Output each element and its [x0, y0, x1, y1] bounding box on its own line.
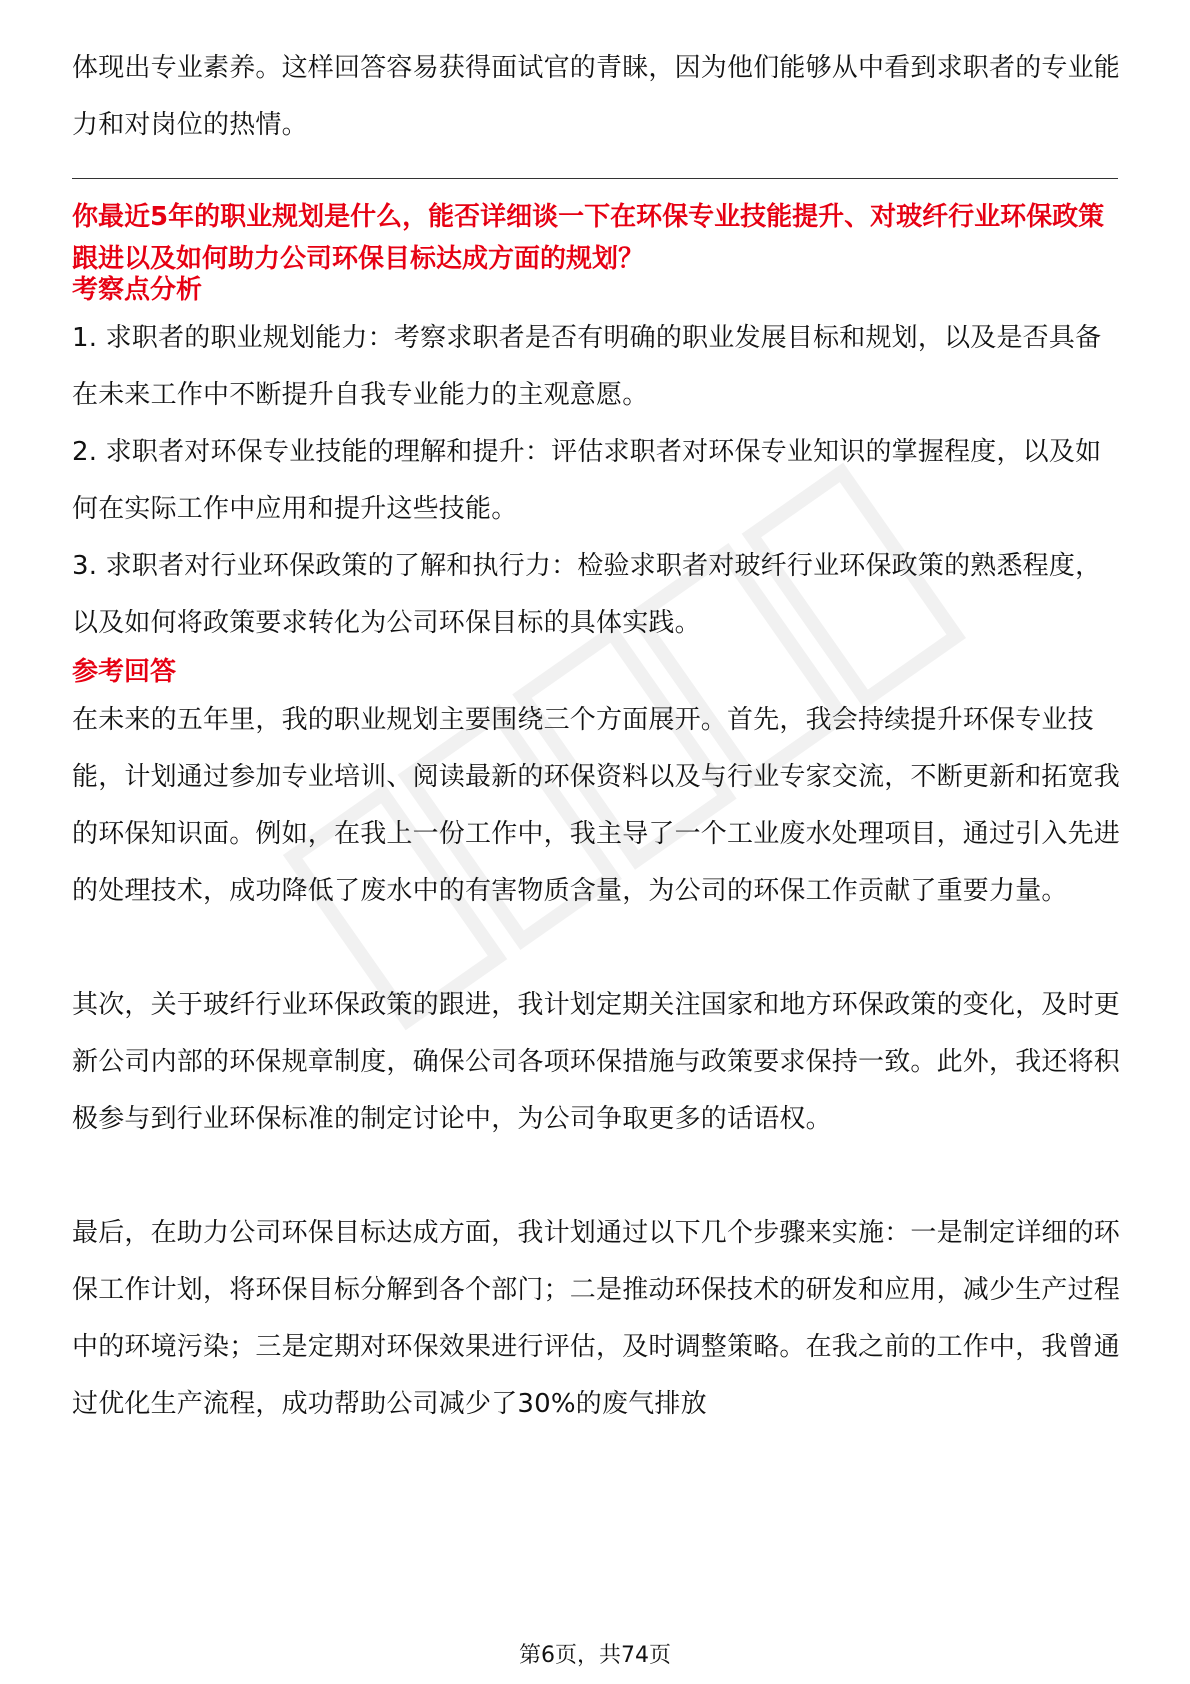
answer-paragraph-2: 其次，关于玻纤行业环保政策的跟进，我计划定期关注国家和地方环保政策的变化，及时更新公司内部的环保规章制度，确保公司各项环保措施与政策要求保持一致。此外，我还将积极参与到行业环保标准的制定讨论中，为公司争取更多的话语权。 [72, 990, 1121, 1134]
section-divider [72, 178, 1118, 179]
analysis-item-2: 2. 求职者对环保专业技能的理解和提升：评估求职者对环保专业知识的掌握程度，以及如何在实际工作中应用和提升这些技能。 [72, 437, 1102, 524]
analysis-item-3: 3. 求职者对行业环保政策的了解和执行力：检验求职者对玻纤行业环保政策的熟悉程度，以及如何将政策要求转化为公司环保目标的具体实践。 [72, 551, 1102, 638]
analysis-item-1: 1. 求职者的职业规划能力：考察求职者是否有明确的职业发展目标和规划，以及是否具备在未来工作中不断提升自我专业能力的主观意愿。 [72, 323, 1102, 410]
intro-block [72, 40, 1122, 154]
analysis-list [72, 310, 1122, 652]
answer-heading: 参考回答 [72, 657, 177, 687]
intro-paragraph: 体现出专业素养。这样回答容易获得面试官的青睐，因为他们能够从中看到求职者的专业能力和对岗位的热情。 [72, 53, 1121, 140]
answer-body [72, 692, 1122, 1433]
page-number: 第6页，共74页 [519, 1643, 671, 1668]
question-title: 你最近5年的职业规划是什么，能否详细谈一下在环保专业技能提升、对玻纤行业环保政策跟进以及如何助力公司环保目标达成方面的规划？ [72, 202, 1105, 274]
answer-paragraph-3: 最后，在助力公司环保目标达成方面，我计划通过以下几个步骤来实施：一是制定详细的环保工作计划，将环保目标分解到各个部门；二是推动环保技术的研发和应用，减少生产过程中的环境污染；三是定期对环保效果进行评估，及时调整策略。在我之前的工作中，我曾通过优化生产流程，成功帮助公司减少了30%的废气排放 [72, 1218, 1121, 1419]
answer-paragraph-1: 在未来的五年里，我的职业规划主要围绕三个方面展开。首先，我会持续提升环保专业技能，计划通过参加专业培训、阅读最新的环保资料以及与行业专家交流，不断更新和拓宽我的环保知识面。例如，在我上一份工作中，我主导了一个工业废水处理项目，通过引入先进的处理技术，成功降低了废水中的有害物质含量，为公司的环保工作贡献了重要力量。 [72, 705, 1121, 906]
analysis-heading: 考察点分析 [72, 275, 203, 305]
